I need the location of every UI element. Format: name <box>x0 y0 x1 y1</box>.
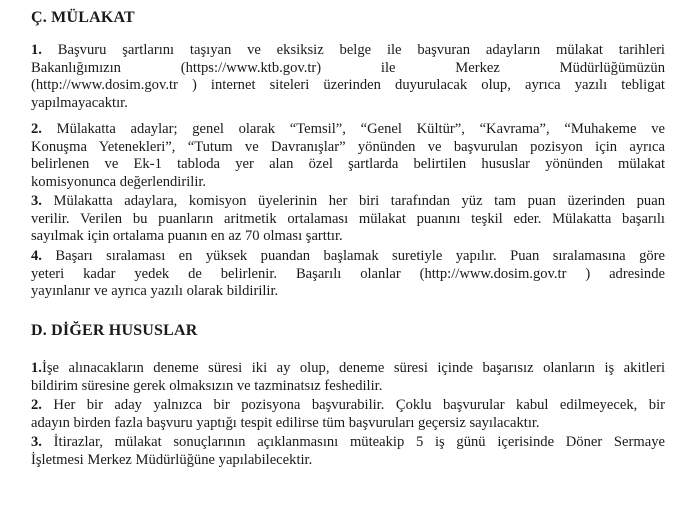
section-c-item-2 <box>31 121 665 191</box>
section-d-item-1 <box>31 360 665 395</box>
item-number: 4. <box>31 248 42 264</box>
item-number: 1. <box>31 360 42 376</box>
item-text-line: Başarı sıralaması en yüksek puandan başlamak suretiyle yapılır. Puan sıralamasına göre <box>55 248 665 264</box>
item-number: 2. <box>31 397 42 413</box>
item-text-line: komisyonunca değerlendirilir. <box>31 173 207 190</box>
item-text-line: Bakanlığımızın (https://www.ktb.gov.tr) ile Merkez Müdürlüğümüzün <box>31 59 665 76</box>
item-text-line: yayınlanır ve ayrıca yazılı olarak bildirilir. <box>31 283 279 300</box>
item-number: 1. <box>31 42 42 58</box>
item-text-line: Her bir aday yalnızca bir pozisyona başvurabilir. Çoklu başvurular kabul edilmeyecek, bir <box>53 397 665 413</box>
section-c-item-4 <box>31 248 665 301</box>
item-text-line: İşe alınacakların deneme süresi iki ay olup, deneme süresi içinde başarısız olanların iş akitleri <box>41 360 665 376</box>
section-c-heading: Ç. MÜLAKAT <box>31 9 135 26</box>
section-d-item-3 <box>31 434 665 469</box>
item-text-line: yeteri kadar yedek de belirlenir. Başarılı olanlar (http://www.dosim.gov.tr ) adresinde <box>31 265 665 282</box>
item-number: 3. <box>31 434 42 450</box>
item-text-line: Konuşma Yetenekleri”, “Tutum ve Davranışlar” yönünden ve başvurulan pozisyon için ayrıca <box>31 138 665 155</box>
item-text-line: adayın birden fazla başvuru yaptığı tespit edilirse tüm başvuruları geçersiz sayılacaktır. <box>31 414 540 431</box>
item-text-line: Mülakatta adaylar; genel olarak “Temsil”, “Genel Kültür”, “Kavrama”, “Muhakeme ve <box>56 121 665 137</box>
item-text-line: verilir. Verilen bu puanların aritmetik ortalaması mülakat puanını teşkil eder. Mülakatta başarılı <box>31 210 665 227</box>
item-text-line: yapılmayacaktır. <box>31 94 128 111</box>
item-number: 3. <box>31 193 42 209</box>
item-text-line: Başvuru şartlarını taşıyan ve eksiksiz belge ile başvuran adayların mülakat tarihleri <box>57 42 665 58</box>
section-c-item-1 <box>31 42 665 112</box>
item-text-line: (http://www.dosim.gov.tr ) internet siteleri üzerinden duyurulacak olup, ayrıca yazılı tebligat <box>31 77 665 94</box>
item-number: 2. <box>31 121 42 137</box>
item-text-line: İtirazlar, mülakat sonuçlarının açıklanmasını müteakip 5 iş günü içerisinde Döner Sermaye <box>53 434 665 450</box>
item-text-line: Mülakatta adaylara, komisyon üyelerinin her biri tarafından yüz tam puan üzerinden puan <box>53 193 665 209</box>
item-text-line: belirlenen ve Ek-1 tabloda yer alan özel şartlarda belirtilen hususlar yönünden mülakat <box>31 156 665 173</box>
item-text-line: sayılmak için ortalama puanın en az 70 olması şarttır. <box>31 228 343 245</box>
section-d-item-2 <box>31 397 665 432</box>
item-text-line: İşletmesi Merkez Müdürlüğüne yapılabilecektir. <box>31 451 313 468</box>
section-d-heading: D. DİĞER HUSUSLAR <box>31 322 198 339</box>
item-text-line: bildirim süresine gerek olmaksızın ve tazminatsız feshedilir. <box>31 377 383 394</box>
section-c-item-3 <box>31 193 665 246</box>
